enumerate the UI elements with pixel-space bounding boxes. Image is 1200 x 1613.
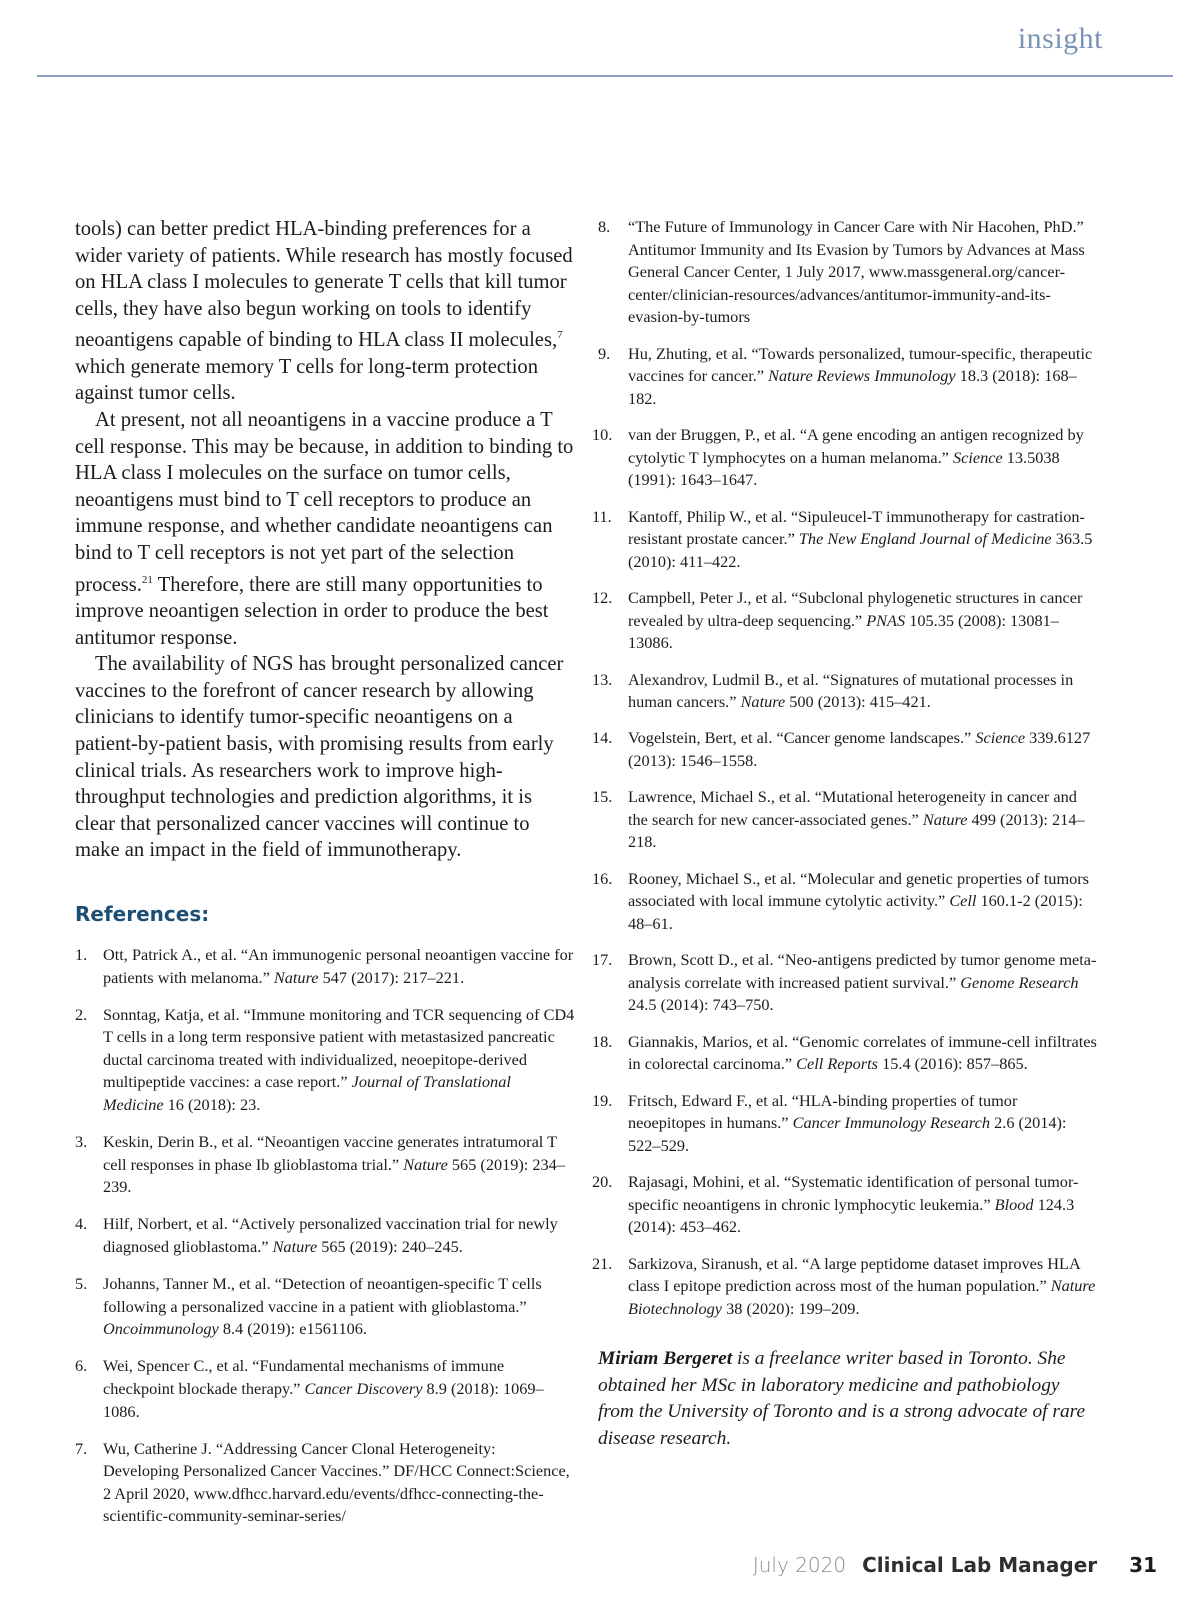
reference-citation: 105.35 (2008): 13081–13086. [628,610,1059,653]
reference-text: Alexandrov, Ludmil B., et al. “Signatures of mutational processes in human cancers.” [628,669,1074,712]
reference-journal: Science [975,728,1026,748]
reference-number: 18. [592,1031,613,1051]
reference-number: 19. [592,1090,613,1110]
reference-journal: Nature [922,809,968,829]
reference-text: Hu, Zhuting, et al. “Towards personalized, tumour-specific, therapeutic vaccines for cancer.” [628,343,1093,386]
reference-text: Rooney, Michael S., et al. “Molecular and genetic properties of tumors associated with local immune cytolytic activity.” [628,868,1090,911]
reference-number: 14. [592,728,613,748]
reference-journal: Blood [994,1194,1034,1214]
references-heading: References: [75,901,210,926]
body-text: which generate memory T cells for long-term protection against tumor cells. [75,355,539,405]
reference-item [75,1131,575,1199]
reference-text: Lawrence, Michael S., et al. “Mutational heterogeneity in cancer and the search for new cancer-associated genes.” [628,787,1077,829]
reference-citation: 8.9 (2018): 1069–1086. [103,1378,544,1421]
reference-item [75,1355,575,1423]
reference-number: 11. [592,506,612,526]
reference-citation: 2.6 (2014): 522–529. [628,1113,1067,1155]
reference-number: 13. [592,669,613,689]
reference-text: Vogelstein, Bert, et al. “Cancer genome landscapes.” [628,728,976,748]
reference-text: Giannakis, Marios, et al. “Genomic correlates of immune-cell infiltrates in colorectal carcinoma.” [628,1031,1097,1074]
footnote-ref: 7 [557,329,563,342]
section-label: insight [1017,22,1103,55]
reference-citation: 160.1-2 (2015): 48–61. [628,891,1083,933]
reference-citation: 500 (2013): 415–421. [785,692,931,712]
reference-number: 12. [592,588,613,608]
reference-item [592,868,1098,936]
reference-text: Brown, Scott D., et al. “Neo-antigens predicted by tumor genome meta-analysis correlate with increased patient survival.” [628,950,1097,992]
body-paragraph-1 [75,216,575,407]
bio-text: is a freelance writer based in Toronto. She obtained her MSc in laboratory medicine and pathobiology from the University of Toronto and is a strong advocate of rare disease research. [598,1348,1086,1450]
author-bio [598,1346,1098,1452]
reference-citation: 8.4 (2019): e1561106. [218,1319,367,1339]
reference-journal: Nature [273,967,319,987]
reference-item [592,506,1098,574]
reference-item [592,1171,1098,1239]
reference-number: 6. [75,1356,88,1376]
reference-list-right [592,216,1098,1320]
body-paragraph-2 [75,407,575,651]
reference-citation: 565 (2019): 234–239. [103,1154,565,1197]
reference-text: Rajasagi, Mohini, et al. “Systematic identification of personal tumor-specific neoantigens in chronic lymphocytic leukemia.” [628,1172,1079,1214]
reference-text: Fritsch, Edward F., et al. “HLA-binding properties of tumor neoepitopes in humans.” [628,1090,1018,1133]
reference-journal: Nature [740,692,786,712]
reference-citation: 363.5 (2010): 411–422. [628,529,1093,571]
reference-citation: 339.6127 (2013): 1546–1558. [628,728,1091,770]
reference-item [598,216,1098,329]
reference-text: Ott, Patrick A., et al. “An immunogenic personal neoantigen vaccine for patients with melanoma.” [103,944,574,987]
reference-number: 7. [75,1438,88,1458]
reference-text: Sarkizova, Siranush, et al. “A large peptidome dataset improves HLA class I epitope prediction across most of the human population.” [628,1253,1080,1296]
reference-number: 10. [592,425,613,445]
reference-journal: Science [952,447,1003,467]
body-paragraph-3: The availability of NGS has brought personalized cancer vaccines to the forefront of cancer research by allowing clinicians to identify tumor-specific neoantigens on a patient-by-patient basis, with promising results from early clinical trials. As researchers work to improve high-throughput technologies and prediction algorithms, it is clear that personalized cancer vaccines will continue to make an impact in the field of immunotherapy. [75,653,564,862]
reference-number: 16. [592,868,613,888]
issue-date: July 2020 [752,1553,847,1577]
reference-number: 5. [75,1274,88,1294]
reference-journal: Journal of Translational Medicine [103,1072,511,1115]
reference-number: 3. [75,1132,88,1152]
reference-number: 21. [592,1253,613,1273]
reference-journal: The New England Journal of Medicine [798,529,1052,549]
reference-text: Kantoff, Philip W., et al. “Sipuleucel-T immunotherapy for castration-resistant prostate cancer.” [628,506,1085,549]
reference-item [592,587,1098,655]
reference-journal: Cell Reports [796,1054,879,1074]
reference-journal: Nature [403,1154,448,1174]
reference-number: 2. [75,1004,88,1024]
reference-item [75,1273,575,1341]
reference-item [592,786,1098,854]
reference-text: Sonntag, Katja, et al. “Immune monitoring and TCR sequencing of CD4 T cells in a long term responsive patient with metastasized pancreatic ductal carcinoma treated with individualized, neoepitope-derived multipeptide vaccines: a case report.” [103,1004,575,1092]
reference-citation: 565 (2019): 240–245. [317,1237,463,1256]
reference-citation: 547 (2017): 217–221. [318,967,465,987]
reference-journal: Cancer Discovery [304,1378,423,1398]
reference-citation: 499 (2013): 214–218. [628,809,1085,852]
reference-item [592,727,1098,772]
reference-citation: 15.4 (2016): 857–865. [878,1054,1028,1074]
reference-text: Hilf, Norbert, et al. “Actively personalized vaccination trial for newly diagnosed glioblastoma.” [103,1214,558,1256]
reference-item [592,1031,1098,1076]
reference-journal: Oncoimmunology [103,1319,219,1339]
reference-number: 15. [592,787,613,807]
right-column [592,216,1098,1453]
reference-text: “The Future of Immunology in Cancer Care with Nir Hacohen, PhD.” Antitumor Immunity and Its Evasion by Tumors by Advances at Mass General Cancer Center, 1 July 2017, www.massgeneral.org/cancer-center/clinician-resources/advances/antitumor-immunity-and-its-evasion-by-tumors [628,217,1085,327]
reference-text: van der Bruggen, P., et al. “A gene encoding an antigen recognized by cytolytic T lymphocytes on a human melanoma.” [628,425,1084,467]
reference-citation: 24.5 (2014): 743–750. [628,995,774,1015]
reference-item [75,944,575,989]
header-rule [37,75,1173,77]
reference-number: 4. [75,1214,88,1234]
reference-journal: PNAS [866,610,906,630]
reference-text: Wei, Spencer C., et al. “Fundamental mechanisms of immune checkpoint blockade therapy.” [103,1356,505,1398]
reference-item [592,1090,1098,1158]
footnote-ref: 21 [141,573,153,586]
reference-text: Johanns, Tanner M., et al. “Detection of neoantigen-specific T cells following a personalized vaccine in a patient with glioblastoma.” [103,1274,542,1316]
reference-citation: 38 (2020): 199–209. [722,1298,860,1318]
reference-number: 9. [598,343,611,363]
reference-item [598,343,1098,411]
reference-text: Wu, Catherine J. “Addressing Cancer Clonal Heterogeneity: Developing Personalized Cancer Vaccines.” DF/HCC Connect:Science, 2 April 2020, www.dfhcc.harvard.edu/events/dfhcc-connecting-the-scientific-community-seminar-series/ [103,1438,570,1526]
reference-item [75,1004,575,1117]
reference-citation: 16 (2018): 23. [163,1095,261,1115]
reference-list-left [75,944,575,1528]
reference-item [592,949,1098,1017]
reference-item [592,669,1098,714]
body-text: Therefore, there are still many opportunities to improve neoantigen selection in order to produce the best antitumor response. [75,573,549,649]
left-column [75,216,575,1543]
page-footer [753,1553,1157,1577]
reference-journal: Cell [949,891,977,911]
reference-number: 17. [592,950,613,970]
reference-citation: 124.3 (2014): 453–462. [628,1194,1075,1237]
reference-item [592,1253,1098,1321]
reference-text: Keskin, Derin B., et al. “Neoantigen vaccine generates intratumoral T cell responses in phase Ib glioblastoma trial.” [103,1132,557,1174]
page-number: 31 [1129,1553,1157,1577]
reference-number: 8. [598,217,611,236]
reference-number: 20. [592,1172,613,1192]
reference-number: 1. [75,944,88,964]
reference-item [592,424,1098,492]
reference-journal: Nature [272,1237,318,1256]
body-text: At present, not all neoantigens in a vaccine produce a T cell response. This may be because, in addition to binding to HLA class I molecules on the surface on tumor cells, neoantigens must bind to T cell receptors to produce an immune response, and whether candidate neoantigens can bind to T cell receptors is not yet part of the selection process. [75,409,574,596]
reference-citation: 13.5038 (1991): 1643–1647. [628,447,1060,490]
reference-text: Campbell, Peter J., et al. “Subclonal phylogenetic structures in cancer revealed by ultra-deep sequencing.” [628,588,1083,630]
reference-journal: Nature Biotechnology [628,1276,1096,1318]
reference-journal: Genome Research [960,972,1079,992]
reference-citation: 18.3 (2018): 168–182. [628,366,1077,408]
reference-item [75,1438,575,1528]
reference-journal: Nature Reviews Immunology [768,366,956,386]
body-text: tools) can better predict HLA-binding preferences for a wider variety of patients. While research has mostly focused on HLA class I molecules to generate T cells that kill tumor cells, they have also begun working on tools to identify neoantigens capable of binding to HLA class II molecules, [75,218,573,352]
reference-journal: Cancer Immunology Research [792,1113,991,1133]
author-name: Miriam Bergeret [598,1348,733,1370]
magazine-name: Clinical Lab Manager [862,1553,1098,1577]
reference-item [75,1213,575,1258]
